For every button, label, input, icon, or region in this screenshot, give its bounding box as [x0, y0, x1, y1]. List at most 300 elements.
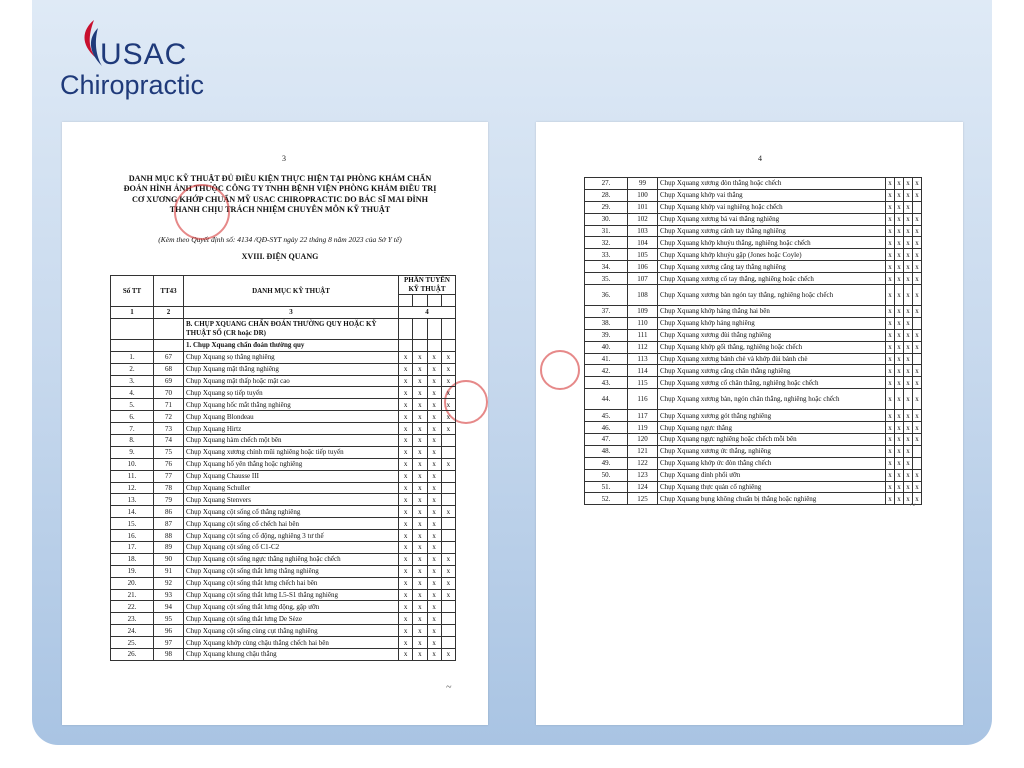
row-stt: 26.: [111, 649, 154, 661]
row-level-mark: x: [441, 375, 455, 387]
row-level-mark: x: [886, 306, 895, 318]
row-level-mark: x: [399, 411, 413, 423]
row-level-mark: x: [913, 481, 922, 493]
row-level-mark: x: [399, 363, 413, 375]
row-level-mark: x: [895, 410, 904, 422]
row-level-mark: x: [886, 389, 895, 410]
row-tt43: 91: [154, 565, 184, 577]
row-technique-name: Chụp Xquang cột sống thắt lưng động, gập ưỡn: [184, 601, 399, 613]
row-technique-name: Chụp Xquang hốc mắt thẳng nghiêng: [184, 399, 399, 411]
table-row: [585, 457, 922, 469]
row-level-mark: x: [413, 446, 427, 458]
row-level-mark: x: [904, 377, 913, 389]
row-tt43: 120: [628, 434, 658, 446]
table-row: [111, 446, 456, 458]
row-tt43: 90: [154, 553, 184, 565]
row-level-mark: x: [413, 589, 427, 601]
col-number-4: 4: [399, 307, 456, 319]
row-level-mark: x: [913, 306, 922, 318]
row-tt43: 77: [154, 470, 184, 482]
row-level-mark: [441, 494, 455, 506]
row-tt43: 121: [628, 445, 658, 457]
row-level-mark: x: [441, 506, 455, 518]
row-tt43: 101: [628, 201, 658, 213]
row-level-mark: x: [399, 435, 413, 447]
row-technique-name: Chụp Xquang xương bả vai thẳng nghiêng: [658, 213, 886, 225]
row-stt: 52.: [585, 493, 628, 505]
table-row: [111, 530, 456, 542]
row-level-mark: x: [904, 306, 913, 318]
row-level-mark: x: [913, 365, 922, 377]
row-stt: 45.: [585, 410, 628, 422]
row-level-mark: x: [413, 435, 427, 447]
row-level-mark: x: [427, 553, 441, 565]
row-level-mark: x: [399, 542, 413, 554]
row-level-mark: x: [441, 387, 455, 399]
row-tt43: 113: [628, 353, 658, 365]
row-level-mark: x: [427, 423, 441, 435]
row-technique-name: Chụp Xquang cột sống thắt lưng De Sèze: [184, 613, 399, 625]
row-tt43: 109: [628, 306, 658, 318]
row-technique-name: Chụp Xquang khớp vai nghiêng hoặc chếch: [658, 201, 886, 213]
row-tt43: 71: [154, 399, 184, 411]
row-technique-name: Chụp Xquang cột sống thắt lưng chếch hai bên: [184, 577, 399, 589]
row-stt: 34.: [585, 261, 628, 273]
col-number-1: 1: [111, 307, 154, 319]
table-row: [111, 542, 456, 554]
row-technique-name: Chụp Xquang Stenvers: [184, 494, 399, 506]
row-technique-name: Chụp Xquang khớp vai thẳng: [658, 189, 886, 201]
row-stt: 35.: [585, 273, 628, 285]
row-tt43: 104: [628, 237, 658, 249]
row-level-mark: x: [399, 589, 413, 601]
row-level-mark: [913, 353, 922, 365]
row-level-mark: x: [895, 481, 904, 493]
row-level-mark: x: [427, 565, 441, 577]
row-level-mark: x: [895, 178, 904, 190]
row-level-mark: [441, 601, 455, 613]
table-row: [585, 434, 922, 446]
row-stt: 33.: [585, 249, 628, 261]
row-tt43: 79: [154, 494, 184, 506]
row-level-mark: x: [427, 387, 441, 399]
row-level-mark: x: [427, 530, 441, 542]
seam-stamp: [540, 350, 580, 390]
row-technique-name: Chụp Xquang cột sống thắt lưng L5-S1 thẳng nghiêng: [184, 589, 399, 601]
row-technique-name: Chụp Xquang xương đùi thẳng nghiêng: [658, 329, 886, 341]
row-technique-name: Chụp Xquang cột sống ngực thẳng nghiêng hoặc chếch: [184, 553, 399, 565]
row-technique-name: Chụp Xquang khớp khuỷu thẳng, nghiêng hoặc chếch: [658, 237, 886, 249]
row-level-mark: x: [427, 375, 441, 387]
table-row: [111, 553, 456, 565]
row-level-mark: x: [886, 237, 895, 249]
row-level-mark: x: [913, 189, 922, 201]
technique-table-page-3: [110, 275, 456, 661]
row-stt: 40.: [585, 341, 628, 353]
row-tt43: 78: [154, 482, 184, 494]
row-level-mark: x: [913, 434, 922, 446]
table-row: [585, 341, 922, 353]
row-level-mark: x: [427, 613, 441, 625]
row-stt: 20.: [111, 577, 154, 589]
table-row: [111, 435, 456, 447]
row-technique-name: Chụp Xquang khớp ức đòn thẳng chếch: [658, 457, 886, 469]
row-technique-name: Chụp Xquang xương ức thẳng, nghiêng: [658, 445, 886, 457]
row-level-mark: x: [904, 481, 913, 493]
row-level-mark: x: [913, 341, 922, 353]
table-row: [111, 494, 456, 506]
table-row: [585, 389, 922, 410]
row-tt43: 72: [154, 411, 184, 423]
table-row: [111, 601, 456, 613]
table-row: [111, 637, 456, 649]
row-stt: 8.: [111, 435, 154, 447]
row-tt43: 122: [628, 457, 658, 469]
row-level-mark: x: [913, 249, 922, 261]
row-level-mark: x: [427, 589, 441, 601]
row-technique-name: Chụp Xquang cột sống cổ động, nghiêng 3 tư thế: [184, 530, 399, 542]
row-level-mark: x: [399, 613, 413, 625]
row-technique-name: Chụp Xquang cột sống thắt lưng thẳng nghiêng: [184, 565, 399, 577]
header-level: PHÂN TUYẾN KỸ THUẬT: [399, 276, 456, 295]
row-level-mark: x: [886, 213, 895, 225]
table-row: [585, 422, 922, 434]
row-stt: 36.: [585, 285, 628, 306]
row-level-mark: x: [399, 375, 413, 387]
row-level-mark: x: [904, 457, 913, 469]
row-tt43: 124: [628, 481, 658, 493]
page-number: 3: [282, 154, 286, 163]
row-level-mark: x: [413, 542, 427, 554]
row-level-mark: x: [895, 189, 904, 201]
row-level-mark: x: [904, 434, 913, 446]
row-level-mark: x: [413, 613, 427, 625]
row-level-mark: x: [886, 341, 895, 353]
row-level-mark: x: [904, 469, 913, 481]
row-technique-name: Chụp Xquang Blondeau: [184, 411, 399, 423]
row-level-mark: x: [886, 261, 895, 273]
document-title: DANH MỤC KỸ THUẬT ĐỦ ĐIỀU KIỆN THỰC HIỆN TẠI PHÒNG KHÁM CHẨN ĐOÁN HÌNH ẢNH THUỘC CÔNG TY TNHH BỆNH VIỆN PHÒNG KHÁM ĐIỀU TRỊ CƠ XƯƠNG KHỚP CHUẨN MỸ USAC CHIROPRACTIC DO BÁC SĨ MAI ĐÌNH THANH CHỊU TRÁCH NHIỆM CHUYÊN MÔN KỸ THUẬT: [123, 174, 437, 215]
row-technique-name: Chụp Xquang xương đòn thẳng hoặc chếch: [658, 178, 886, 190]
row-technique-name: Chụp Xquang khớp háng nghiêng: [658, 317, 886, 329]
row-level-mark: x: [413, 518, 427, 530]
row-tt43: 105: [628, 249, 658, 261]
row-level-mark: x: [413, 423, 427, 435]
row-tt43: 108: [628, 285, 658, 306]
row-level-mark: x: [895, 237, 904, 249]
row-level-mark: x: [399, 649, 413, 661]
row-stt: 41.: [585, 353, 628, 365]
row-level-mark: x: [441, 577, 455, 589]
row-level-mark: x: [427, 458, 441, 470]
row-technique-name: Chụp Xquang xương cẳng chân thẳng nghiêng: [658, 365, 886, 377]
row-tt43: 74: [154, 435, 184, 447]
row-technique-name: Chụp Xquang xương cẳng tay thẳng nghiêng: [658, 261, 886, 273]
row-stt: 37.: [585, 306, 628, 318]
row-stt: 24.: [111, 625, 154, 637]
row-level-mark: x: [913, 261, 922, 273]
row-stt: 51.: [585, 481, 628, 493]
row-level-mark: x: [895, 445, 904, 457]
row-stt: 31.: [585, 225, 628, 237]
row-level-mark: x: [399, 446, 413, 458]
row-level-mark: x: [399, 565, 413, 577]
table-row: [585, 237, 922, 249]
row-stt: 7.: [111, 423, 154, 435]
row-level-mark: x: [904, 353, 913, 365]
document-note: (Kèm theo Quyết định số: 4134 /QĐ-SYT ngày 22 tháng 8 năm 2023 của Sở Y tế): [158, 235, 402, 244]
row-level-mark: x: [886, 353, 895, 365]
table-row: [111, 506, 456, 518]
initials-mark: ~: [910, 500, 916, 511]
row-level-mark: x: [886, 225, 895, 237]
row-level-mark: x: [904, 189, 913, 201]
row-stt: 22.: [111, 601, 154, 613]
document-page-3: [62, 122, 488, 725]
row-level-mark: x: [441, 553, 455, 565]
row-level-mark: [441, 625, 455, 637]
row-level-mark: x: [886, 178, 895, 190]
row-level-mark: [913, 317, 922, 329]
row-tt43: 115: [628, 377, 658, 389]
table-row: [111, 375, 456, 387]
row-level-mark: x: [913, 389, 922, 410]
row-technique-name: Chụp Xquang xương bàn ngón tay thẳng, nghiêng hoặc chếch: [658, 285, 886, 306]
row-level-mark: x: [413, 351, 427, 363]
table-row: [111, 613, 456, 625]
row-stt: 5.: [111, 399, 154, 411]
document-page-4: [536, 122, 963, 725]
row-level-mark: x: [441, 565, 455, 577]
row-level-mark: x: [904, 285, 913, 306]
page-number: 4: [758, 154, 762, 163]
row-stt: 46.: [585, 422, 628, 434]
row-level-mark: x: [904, 213, 913, 225]
row-level-mark: x: [913, 225, 922, 237]
row-stt: 16.: [111, 530, 154, 542]
row-level-mark: x: [413, 375, 427, 387]
row-level-mark: x: [427, 470, 441, 482]
row-level-mark: [913, 445, 922, 457]
row-tt43: 97: [154, 637, 184, 649]
row-level-mark: [441, 542, 455, 554]
table-row: [585, 273, 922, 285]
row-level-mark: x: [904, 178, 913, 190]
row-level-mark: x: [399, 458, 413, 470]
table-row: [585, 178, 922, 190]
table-row: [111, 458, 456, 470]
row-level-mark: x: [413, 649, 427, 661]
row-stt: 3.: [111, 375, 154, 387]
row-level-mark: x: [427, 649, 441, 661]
table-row: [111, 411, 456, 423]
row-level-mark: x: [904, 445, 913, 457]
row-level-mark: x: [399, 482, 413, 494]
row-stt: 18.: [111, 553, 154, 565]
row-level-mark: x: [399, 577, 413, 589]
table-row: [585, 469, 922, 481]
row-technique-name: Chụp Xquang cột sống cổ C1-C2: [184, 542, 399, 554]
row-level-mark: x: [427, 435, 441, 447]
row-level-mark: x: [441, 423, 455, 435]
official-stamp: [174, 184, 230, 240]
row-level-mark: x: [904, 225, 913, 237]
header-stt: Số TT: [111, 276, 154, 307]
row-technique-name: Chụp Xquang xương bàn, ngón chân thẳng, nghiêng hoặc chếch: [658, 389, 886, 410]
row-tt43: 87: [154, 518, 184, 530]
table-row: [585, 329, 922, 341]
table-row: [111, 625, 456, 637]
row-level-mark: x: [441, 589, 455, 601]
row-tt43: 88: [154, 530, 184, 542]
row-technique-name: Chụp Xquang hàm chếch một bên: [184, 435, 399, 447]
row-level-mark: x: [413, 601, 427, 613]
row-stt: 9.: [111, 446, 154, 458]
row-level-mark: x: [886, 434, 895, 446]
col-number-3: 3: [184, 307, 399, 319]
table-row: [111, 518, 456, 530]
row-level-mark: x: [895, 306, 904, 318]
row-level-mark: [913, 457, 922, 469]
table-row: [585, 481, 922, 493]
table-row: [111, 363, 456, 375]
table-row: [111, 399, 456, 411]
row-tt43: 110: [628, 317, 658, 329]
row-level-mark: x: [399, 399, 413, 411]
row-level-mark: x: [413, 494, 427, 506]
row-level-mark: x: [427, 506, 441, 518]
row-tt43: 114: [628, 365, 658, 377]
row-level-mark: x: [895, 273, 904, 285]
row-tt43: 123: [628, 469, 658, 481]
row-level-mark: x: [427, 625, 441, 637]
row-level-mark: x: [399, 423, 413, 435]
row-stt: 39.: [585, 329, 628, 341]
row-level-mark: x: [399, 625, 413, 637]
row-tt43: 96: [154, 625, 184, 637]
row-level-mark: x: [886, 377, 895, 389]
row-stt: 1.: [111, 351, 154, 363]
row-level-mark: x: [913, 178, 922, 190]
row-level-mark: x: [904, 249, 913, 261]
row-level-mark: x: [904, 201, 913, 213]
row-level-mark: [441, 637, 455, 649]
row-technique-name: Chụp Xquang Hirtz: [184, 423, 399, 435]
row-technique-name: Chụp Xquang khớp cùng chậu thẳng chếch hai bên: [184, 637, 399, 649]
row-stt: 4.: [111, 387, 154, 399]
row-tt43: 103: [628, 225, 658, 237]
section-heading: XVIII. ĐIỆN QUANG: [241, 252, 319, 261]
row-tt43: 98: [154, 649, 184, 661]
row-technique-name: Chụp Xquang đỉnh phổi ưỡn: [658, 469, 886, 481]
row-level-mark: [441, 613, 455, 625]
row-technique-name: Chụp Xquang xương bánh chè và khớp đùi bánh chè: [658, 353, 886, 365]
row-level-mark: x: [886, 249, 895, 261]
row-level-mark: x: [427, 577, 441, 589]
row-level-mark: [441, 518, 455, 530]
row-level-mark: x: [895, 261, 904, 273]
row-tt43: 119: [628, 422, 658, 434]
row-level-mark: x: [441, 351, 455, 363]
usac-logo: [60, 14, 260, 104]
row-stt: 44.: [585, 389, 628, 410]
row-level-mark: x: [441, 411, 455, 423]
row-stt: 14.: [111, 506, 154, 518]
row-technique-name: Chụp Xquang Chausse III: [184, 470, 399, 482]
row-tt43: 116: [628, 389, 658, 410]
row-level-mark: x: [904, 317, 913, 329]
row-technique-name: Chụp Xquang xương chính mũi nghiêng hoặc tiếp tuyến: [184, 446, 399, 458]
row-level-mark: x: [913, 493, 922, 505]
table-row: [111, 577, 456, 589]
row-level-mark: x: [886, 457, 895, 469]
row-level-mark: x: [427, 542, 441, 554]
row-level-mark: x: [427, 518, 441, 530]
row-level-mark: x: [413, 458, 427, 470]
table-row: [585, 189, 922, 201]
row-technique-name: Chụp Xquang sọ thẳng nghiêng: [184, 351, 399, 363]
row-level-mark: x: [895, 469, 904, 481]
row-tt43: 117: [628, 410, 658, 422]
row-level-mark: x: [413, 363, 427, 375]
table-row: [585, 213, 922, 225]
row-level-mark: x: [399, 470, 413, 482]
row-tt43: 75: [154, 446, 184, 458]
table-row: [111, 565, 456, 577]
row-stt: 47.: [585, 434, 628, 446]
row-level-mark: x: [399, 351, 413, 363]
table-row: [585, 493, 922, 505]
row-level-mark: x: [413, 577, 427, 589]
row-level-mark: x: [895, 213, 904, 225]
row-stt: 32.: [585, 237, 628, 249]
row-stt: 28.: [585, 189, 628, 201]
row-level-mark: [441, 470, 455, 482]
row-level-mark: x: [895, 329, 904, 341]
row-level-mark: x: [886, 273, 895, 285]
row-level-mark: x: [913, 273, 922, 285]
row-stt: 15.: [111, 518, 154, 530]
row-level-mark: x: [886, 317, 895, 329]
row-tt43: 94: [154, 601, 184, 613]
row-level-mark: x: [399, 601, 413, 613]
row-stt: 23.: [111, 613, 154, 625]
row-technique-name: Chụp Xquang mặt thẳng nghiêng: [184, 363, 399, 375]
row-level-mark: x: [895, 493, 904, 505]
row-level-mark: x: [886, 469, 895, 481]
row-level-mark: x: [913, 410, 922, 422]
row-level-mark: x: [886, 365, 895, 377]
row-stt: 13.: [111, 494, 154, 506]
row-technique-name: Chụp Xquang cột sống cổ chếch hai bên: [184, 518, 399, 530]
row-level-mark: x: [413, 411, 427, 423]
row-level-mark: x: [886, 189, 895, 201]
row-technique-name: Chụp Xquang bụng không chuẩn bị thẳng hoặc nghiêng: [658, 493, 886, 505]
technique-table-page-4: [584, 177, 922, 505]
row-level-mark: x: [904, 261, 913, 273]
row-stt: 10.: [111, 458, 154, 470]
row-level-mark: x: [413, 387, 427, 399]
row-level-mark: x: [427, 494, 441, 506]
row-technique-name: Chụp Xquang xương cổ tay thẳng, nghiêng hoặc chếch: [658, 273, 886, 285]
row-tt43: 70: [154, 387, 184, 399]
row-tt43: 107: [628, 273, 658, 285]
row-tt43: 111: [628, 329, 658, 341]
row-level-mark: x: [904, 410, 913, 422]
row-level-mark: x: [895, 285, 904, 306]
row-level-mark: x: [399, 506, 413, 518]
row-level-mark: x: [441, 363, 455, 375]
